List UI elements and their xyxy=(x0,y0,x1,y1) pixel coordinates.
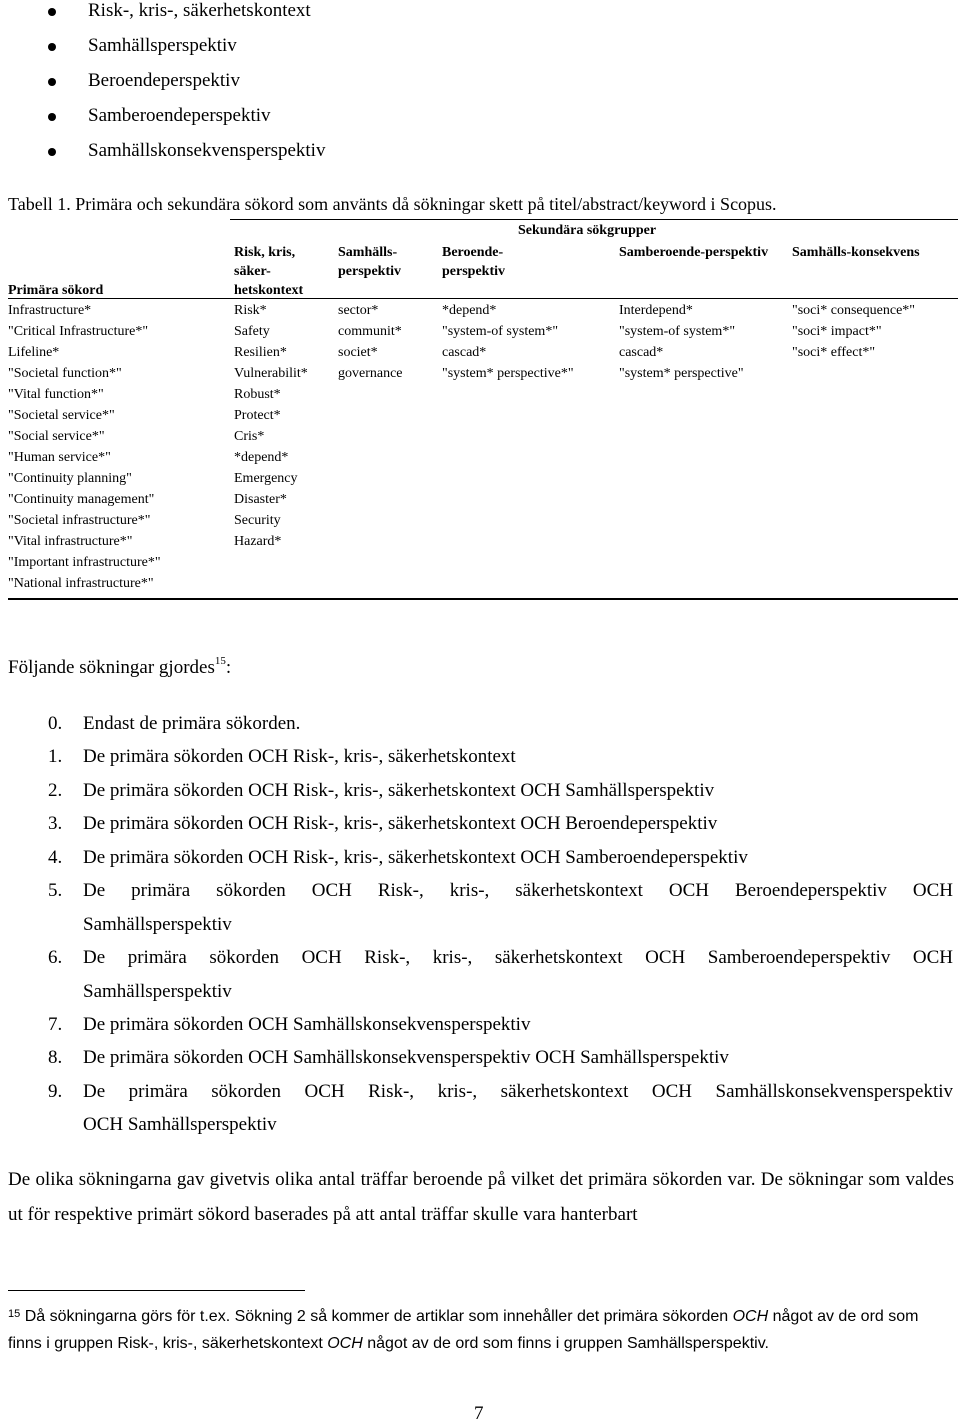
table-cell: "soci* consequence*" xyxy=(792,303,915,318)
list-item: 0. Endast de primära sökorden. xyxy=(48,713,301,734)
table-cell: "soci* impact*" xyxy=(792,324,882,339)
table-cell: Hazard* xyxy=(234,534,282,549)
footnote-number: 15 xyxy=(8,1308,21,1320)
table-cell: Vulnerabilit* xyxy=(234,366,308,381)
table-cell: "Societal infrastructure*" xyxy=(8,513,151,528)
table-cell: "Societal service*" xyxy=(8,408,115,423)
col-risk xyxy=(234,300,308,552)
bullet-dot-icon xyxy=(48,8,56,16)
col-header-primary: Primära sökord xyxy=(8,283,104,298)
group-header: Sekundära sökgrupper xyxy=(518,223,657,238)
header-rule xyxy=(8,298,958,299)
bullet-item: Samberoendeperspektiv xyxy=(88,105,271,127)
table-cell: "system-of system*" xyxy=(442,324,559,339)
bullet-dot-icon xyxy=(48,43,56,51)
table-cell: cascad* xyxy=(442,345,487,360)
table-cell: "Continuity management" xyxy=(8,492,155,507)
table-cell: communit* xyxy=(338,324,402,339)
col-primary xyxy=(8,300,161,594)
table-bottom-rule xyxy=(8,598,958,600)
table-cell: "soci* effect*" xyxy=(792,345,876,360)
list-item: 8. De primära sökorden OCH Samhällskonsekvensperspektiv OCH Samhällsperspektiv xyxy=(48,1047,729,1068)
col-samhalls xyxy=(338,300,403,384)
table-cell: "Important infrastructure*" xyxy=(8,555,161,570)
table-cell: *depend* xyxy=(442,303,497,318)
bullet-item: Beroendeperspektiv xyxy=(88,70,240,92)
table-cell: cascad* xyxy=(619,345,664,360)
list-item: 5. De primära sökorden OCH Risk-, kris-, säkerhetskontext OCH Beroendeperspektiv OCH xyxy=(48,880,953,901)
table-caption: Tabell 1. Primära och sekundära sökord som använts då sökningar skett på titel/abstract/keyword i Scopus. xyxy=(8,194,777,214)
list-item: 4. De primära sökorden OCH Risk-, kris-, säkerhetskontext OCH Samberoendeperspektiv xyxy=(48,847,748,868)
table-cell: "Human service*" xyxy=(8,450,111,465)
body-paragraph: De olika sökningarna gav givetvis olika antal träffar beroende på vilket det primära sökorden var. De sökningar som valdes ut för respektive primärt sökord baserades på att antal träffar skulle vara hanterbart xyxy=(8,1169,954,1225)
table-cell: Security xyxy=(234,513,281,528)
list-item: 2. De primära sökorden OCH Risk-, kris-, säkerhetskontext OCH Samhällsperspektiv xyxy=(48,780,715,801)
table-cell: Safety xyxy=(234,324,270,339)
table-cell: Cris* xyxy=(234,429,265,444)
bullet-item: Samhällskonsekvensperspektiv xyxy=(88,140,325,162)
footnote: $^{15}$ Då sökningarna görs för t.ex. Sökning 2 så kommer de artiklar som innehåller det primära sökorden OCH något av de ord som finns i gruppen Risk-, kris-, säkerhetskontext OCH något av de ord som finns i gruppen Samhällsperspektiv. xyxy=(8,1308,919,1352)
col-konsekvens xyxy=(792,300,915,363)
table-cell: societ* xyxy=(338,345,378,360)
col-beroende xyxy=(442,300,574,384)
table-cell: Resilien* xyxy=(234,345,287,360)
table-cell: "system* perspective*" xyxy=(442,366,574,381)
table-cell: sector* xyxy=(338,303,379,318)
list-item: 1. De primära sökorden OCH Risk-, kris-, säkerhetskontext xyxy=(48,746,516,767)
table-cell: Disaster* xyxy=(234,492,287,507)
table-cell: Protect* xyxy=(234,408,281,423)
table-cell: "Continuity planning" xyxy=(8,471,132,486)
bullet-dot-icon xyxy=(48,148,56,156)
col-header-konsekvens: Samhälls-konsekvens xyxy=(792,245,920,260)
table-cell: "Societal function*" xyxy=(8,366,122,381)
table-cell: "National infrastructure*" xyxy=(8,576,154,591)
table-cell: Infrastructure* xyxy=(8,303,92,318)
table-cell: governance xyxy=(338,366,403,381)
table-cell: "system-of system*" xyxy=(619,324,736,339)
table-cell: Emergency xyxy=(234,471,298,486)
page-number: 7 xyxy=(474,1403,484,1424)
col-header-samhalls: Samhälls- perspektiv xyxy=(338,245,401,279)
list-item-continuation: Samhällsperspektiv xyxy=(83,914,232,935)
bullet-item: Samhällsperspektiv xyxy=(88,35,237,57)
col-header-samberoende: Samberoende-perspektiv xyxy=(619,245,769,260)
list-item-continuation: Samhällsperspektiv xyxy=(83,981,232,1002)
list-item: 9. De primära sökorden OCH Risk-, kris-, säkerhetskontext OCH Samhällskonsekvensperspektiv xyxy=(48,1081,953,1102)
footnote-ref: 15 xyxy=(214,655,226,667)
table-cell: Interdepend* xyxy=(619,303,693,318)
table-cell: "Social service*" xyxy=(8,429,105,444)
col-header-risk: Risk, kris, säker- hetskontext xyxy=(234,245,304,298)
table-cell: Robust* xyxy=(234,387,281,402)
table-cell: Risk* xyxy=(234,303,267,318)
table-cell: Lifeline* xyxy=(8,345,60,360)
table-cell: "Vital infrastructure*" xyxy=(8,534,133,549)
col-samberoende xyxy=(619,300,744,384)
footnote-rule xyxy=(8,1290,305,1291)
table-cell: *depend* xyxy=(234,450,289,465)
list-item: 6. De primära sökorden OCH Risk-, kris-, säkerhetskontext OCH Samberoendeperspektiv OCH xyxy=(48,947,953,968)
table-top-rule xyxy=(230,219,958,220)
list-item-continuation: OCH Samhällsperspektiv xyxy=(83,1114,277,1135)
list-item: 3. De primära sökorden OCH Risk-, kris-, säkerhetskontext OCH Beroendeperspektiv xyxy=(48,813,718,834)
col-header-beroende: Beroende- perspektiv xyxy=(442,245,505,279)
bullet-dot-icon xyxy=(48,113,56,121)
bullet-dot-icon xyxy=(48,78,56,86)
bullet-item: Risk-, kris-, säkerhetskontext xyxy=(88,0,311,22)
searches-intro: Följande sökningar gjordes$^{15}$: xyxy=(8,655,232,678)
table-cell: "system* perspective" xyxy=(619,366,744,381)
table-cell: "Vital function*" xyxy=(8,387,104,402)
list-item: 7. De primära sökorden OCH Samhällskonsekvensperspektiv xyxy=(48,1014,531,1035)
table-cell: "Critical Infrastructure*" xyxy=(8,324,149,339)
